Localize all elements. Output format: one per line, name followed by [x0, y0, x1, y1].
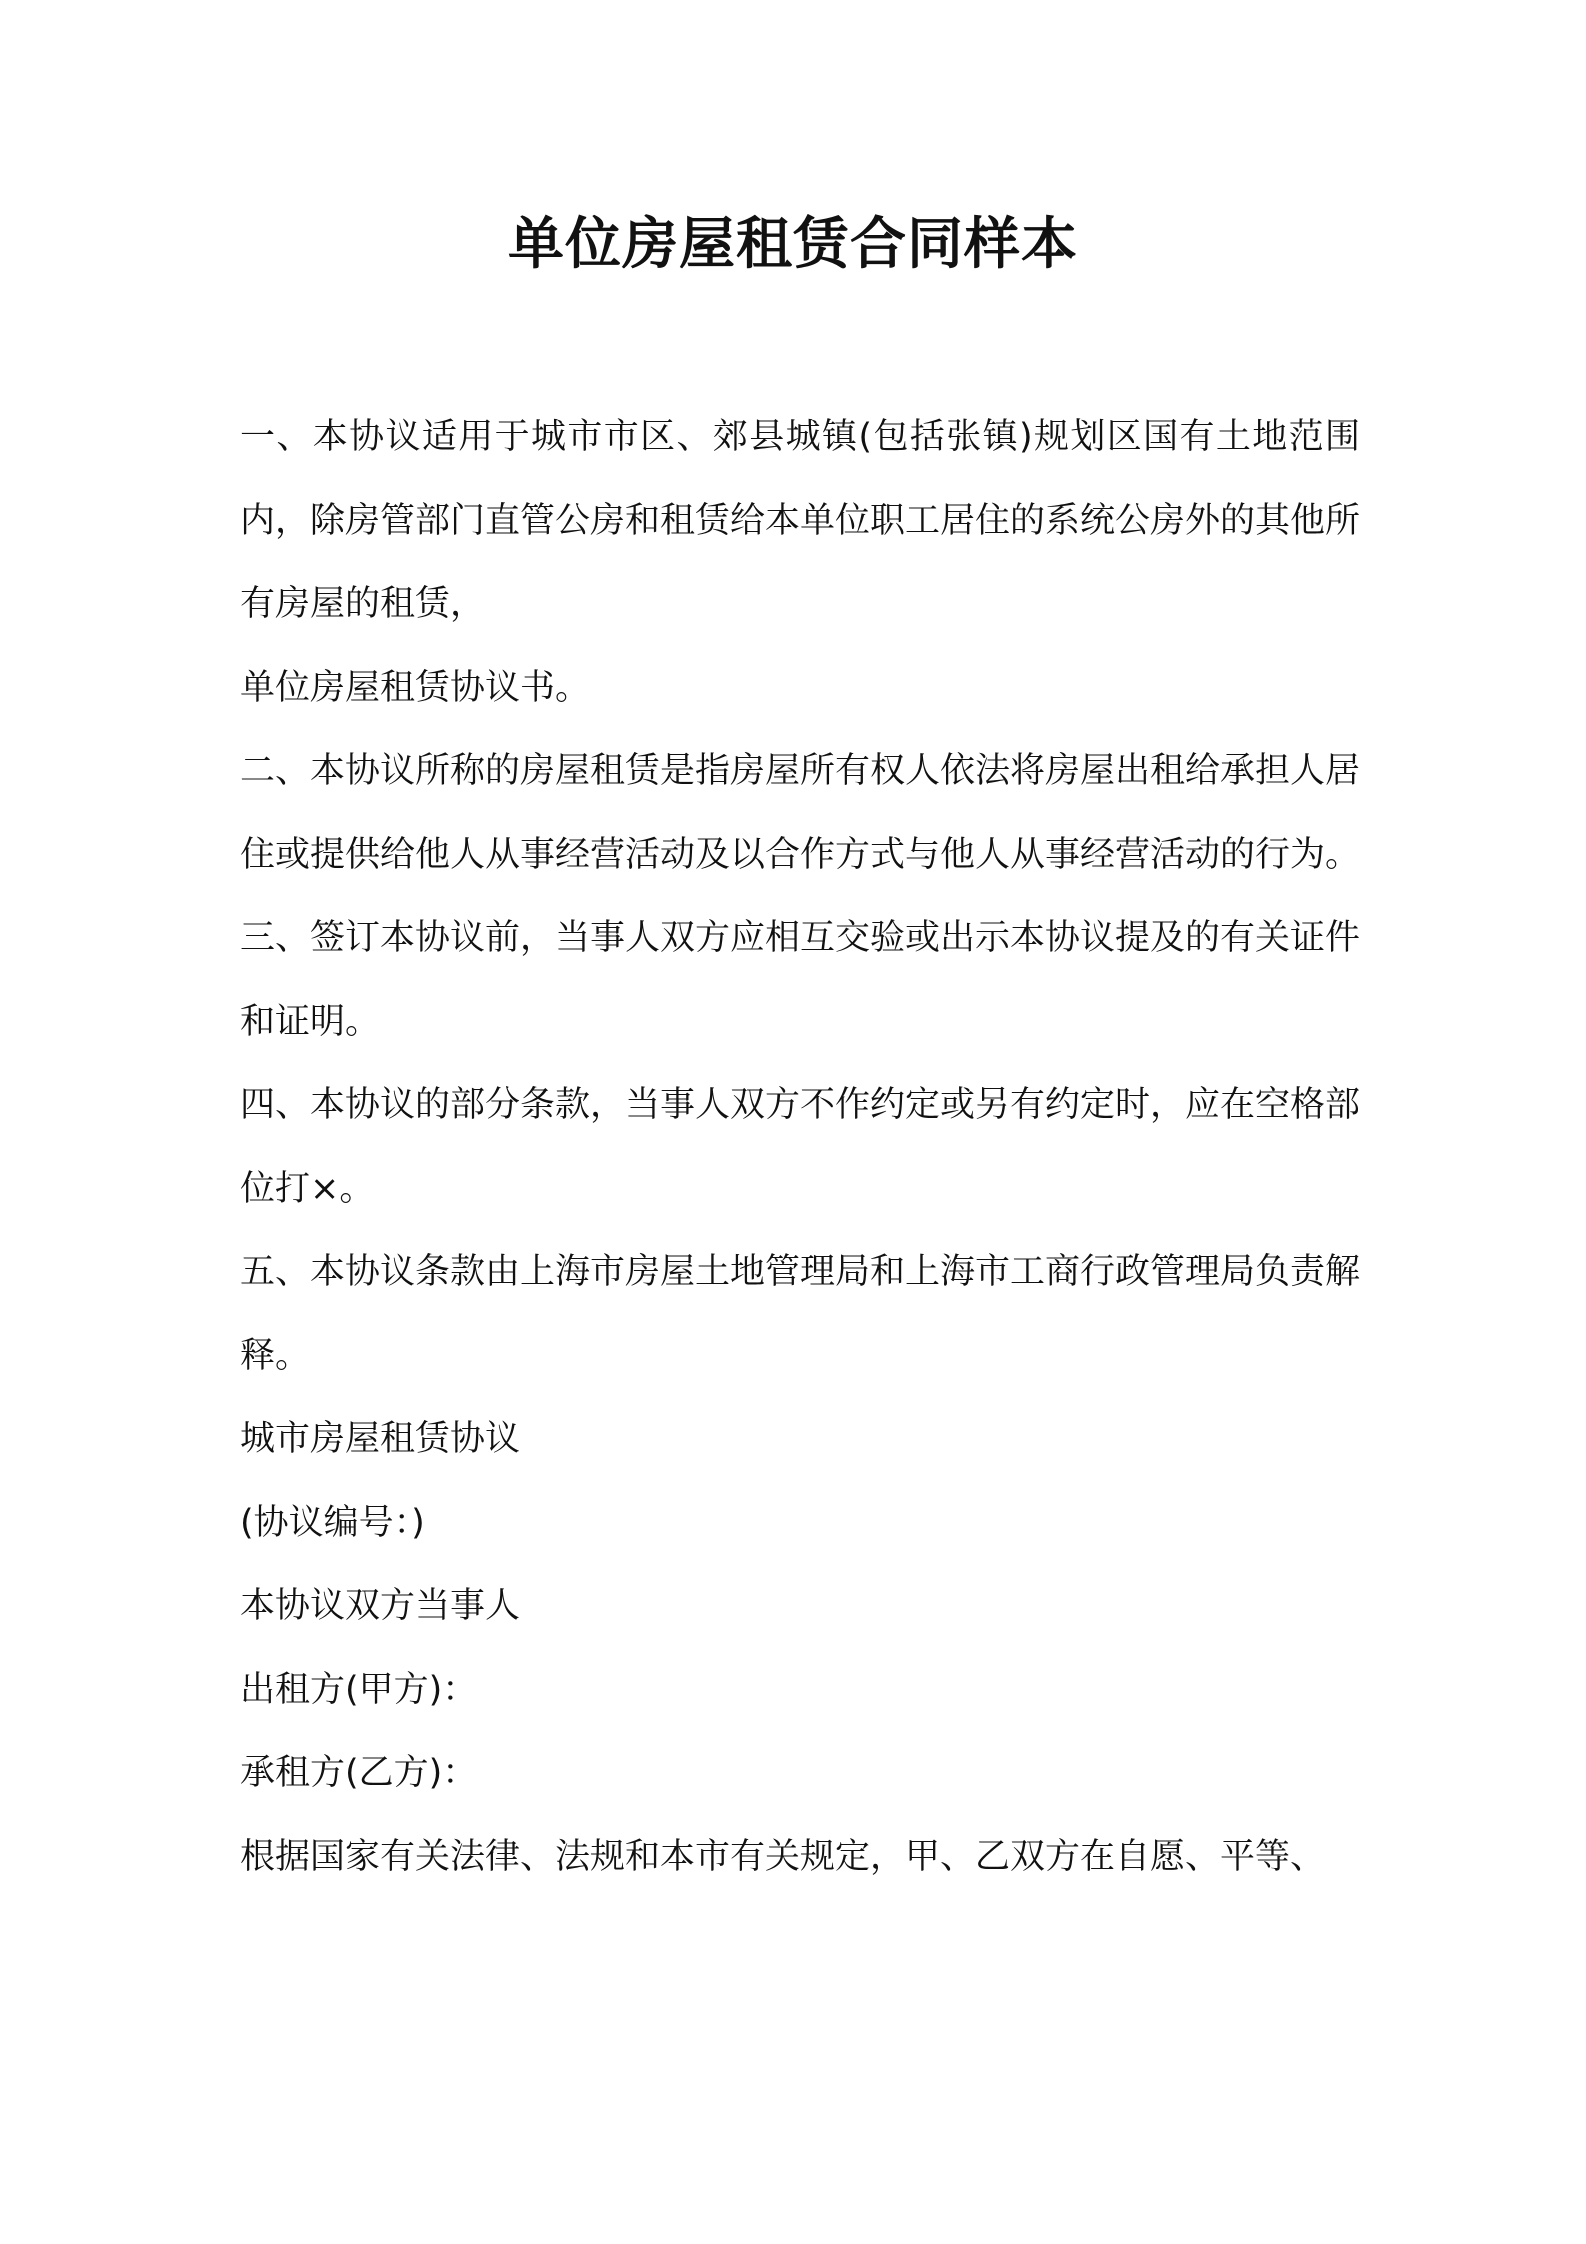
paragraph-legal-basis: 根据国家有关法律、法规和本市有关规定，甲、乙双方在自愿、平等、 [240, 1836, 1326, 1877]
paragraph-scope: 一、本协议适用于城市市区、郊县城镇(包括张镇)规划区国有土地范围内，除房管部门直管公房和租赁给本单位职工居住的系统公房外的其他所有房屋的租赁， [240, 417, 1361, 624]
paragraph-agreement-title: 城市房屋租赁协议 [240, 1419, 521, 1459]
paragraph-verification: 三、签订本协议前，当事人双方应相互交验或出示本协议提及的有关证件和证明。 [240, 918, 1361, 1042]
document-body [240, 396, 1360, 1899]
paragraph-lessee: 承租方(乙方)： [240, 1753, 478, 1793]
paragraph-interpretation: 五、本协议条款由上海市房屋土地管理局和上海市工商行政管理局负责解释。 [240, 1252, 1361, 1376]
paragraph-agreement-book: 单位房屋租赁协议书。 [240, 667, 591, 708]
paragraph-lessor: 出租方(甲方)： [240, 1669, 478, 1710]
document-title: 单位房屋租赁合同样本 [508, 212, 1078, 277]
paragraph-blank-clauses: 四、本协议的部分条款，当事人双方不作约定或另有约定时，应在空格部位打×。 [240, 1085, 1361, 1209]
paragraph-parties: 本协议双方当事人 [240, 1586, 521, 1626]
paragraph-definition: 二、本协议所称的房屋租赁是指房屋所有权人依法将房屋出租给承担人居住或提供给他人从事经营活动及以合作方式与他人从事经营活动的行为。 [240, 751, 1361, 875]
paragraph-agreement-number: (协议编号：) [240, 1502, 425, 1543]
